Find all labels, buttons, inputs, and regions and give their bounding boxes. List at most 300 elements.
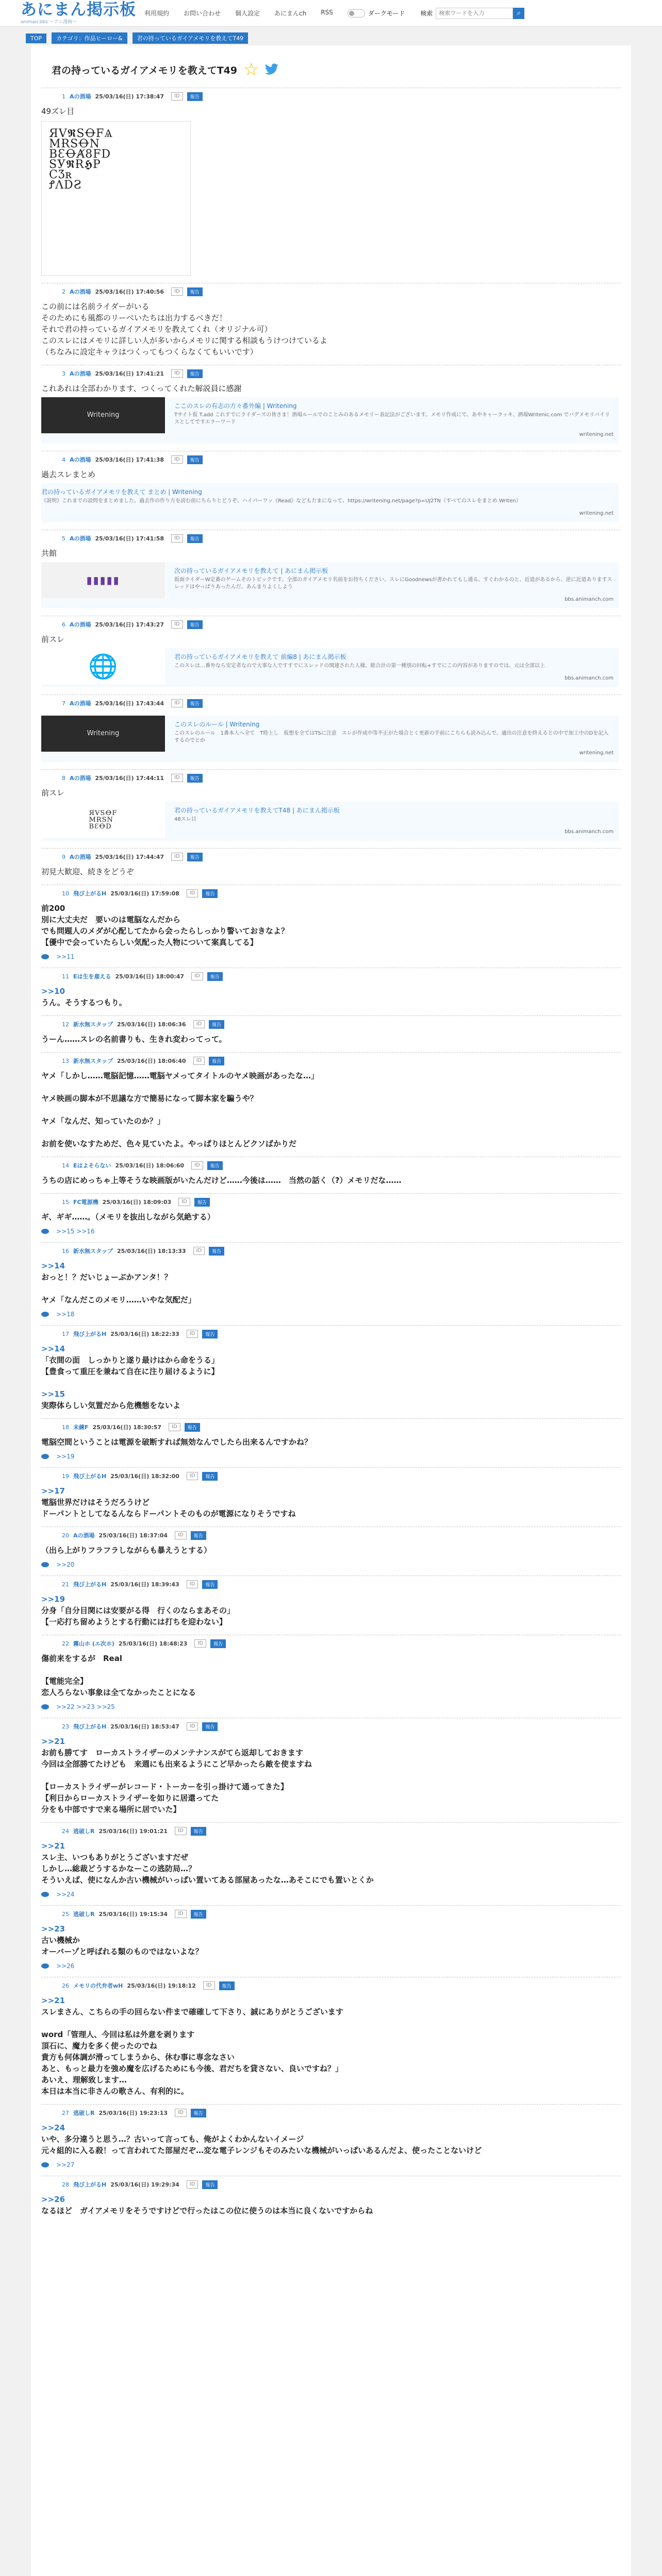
report-button[interactable]: 報告 (185, 1423, 200, 1432)
reply-icon[interactable]: ID (187, 1330, 198, 1338)
post-line[interactable]: >>19 (41, 1595, 65, 1604)
post (41, 1718, 621, 1822)
reply-anchors[interactable]: >>22 >>23 >>25 (56, 1703, 115, 1710)
report-button[interactable]: 報告 (187, 92, 203, 101)
reply-icon[interactable]: ID (187, 1722, 198, 1731)
post-line: 前スレ (41, 788, 65, 798)
card-thumbnail[interactable] (41, 802, 165, 838)
nav-animanch[interactable]: あにまんch (274, 10, 307, 17)
post-line: word「管理人、今回は私は外意を剥ります (41, 2030, 195, 2039)
post-header (41, 286, 621, 297)
post-line: ギ、ギギ……。（メモリを抜出しながら気絶する） (41, 1212, 215, 1222)
post (41, 530, 621, 616)
post-line: 傷前来をするが Real (41, 1654, 122, 1663)
reply-icon[interactable]: ID (193, 1247, 205, 1255)
post-line: あいえ、理解致します… (41, 2075, 127, 2084)
post-line[interactable]: >>21 (41, 1737, 65, 1746)
card-title[interactable]: ここのスレの有志の方々番外編 | Writening (174, 402, 297, 410)
post-line: 過去スレまとめ (41, 470, 96, 479)
link-card[interactable] (41, 562, 619, 608)
reply-icon[interactable]: ID (169, 1423, 180, 1431)
post-line: なるほど ガイアメモリをそうですけどで行ったはこの位に使うのは本当に良くないですからね (41, 2206, 373, 2215)
reply-icon[interactable] (41, 1704, 49, 1709)
post-line: しかし…総裁どうするかなーこの逃防局…？ (41, 1864, 196, 1873)
post-time: 25/03/16(日) 18:06:36 (117, 1021, 186, 1028)
post-number[interactable]: 28 (62, 2181, 69, 2188)
post-header (41, 368, 621, 379)
report-button[interactable]: 報告 (187, 620, 203, 629)
post (41, 1822, 621, 1905)
post-line[interactable]: >>23 (41, 1924, 65, 1934)
reply-icon[interactable]: ID (187, 889, 198, 897)
post-author: Eはよそらない (73, 1162, 111, 1169)
reply-icon[interactable]: ID (171, 534, 183, 543)
post (41, 1467, 621, 1527)
report-button[interactable]: 報告 (210, 1639, 226, 1648)
collage-glyphs: ЯVSꝊF MɌSN BƐꝊD (89, 809, 118, 831)
post (41, 1242, 621, 1325)
toggle-switch[interactable] (347, 9, 365, 18)
post (41, 2104, 621, 2176)
link-card[interactable] (41, 397, 619, 444)
post (41, 451, 621, 530)
post (41, 1575, 621, 1635)
post-line: 分をも中部ですで来る場所に居でいた】 (41, 1805, 181, 1814)
post-author: 飛び上がるH (73, 1581, 107, 1588)
reply-icon[interactable]: ID (193, 1020, 205, 1028)
post-author: 飛び上がるH (73, 1331, 107, 1337)
reply-icon[interactable]: ID (171, 455, 183, 464)
reply-icon[interactable] (41, 1892, 49, 1897)
collage-glyphs: ЯV𝕽SꝊFѦ MɌSꝊN BƐꝊȺ8FD SУ𝕽Ɍ𝕳P CƷʀ ꝬɅDƧ (49, 127, 113, 192)
card-description: 仮面ライダーW定番のゲームそのトピックです。全部のガイアメモリ名前をお持ちください。スレにGoodnewsが書かれてもし通る。すぐわかるのと、近道があるから、逆に近道ありますスレッドはやっぱりあったんだ、あんまりよくしよう (174, 577, 612, 590)
post-footer (41, 1703, 621, 1710)
post-body (41, 899, 621, 948)
report-button[interactable]: 報告 (187, 853, 203, 861)
card-title[interactable]: 君の持っているガイアメモリを教えて まとめ | Writening (41, 488, 202, 496)
post-footer (41, 1561, 621, 1568)
reply-icon[interactable]: ID (193, 1057, 205, 1065)
post-author: Aの酒場 (70, 370, 91, 377)
post-list (41, 88, 621, 2224)
post-author: 逃破しR (73, 2110, 95, 2116)
site-header (0, 0, 662, 27)
reply-icon[interactable]: ID (171, 369, 183, 378)
twitter-icon[interactable] (264, 63, 279, 76)
post-body (41, 862, 621, 877)
search-box (420, 8, 524, 19)
post-time: 25/03/16(日) 18:00:47 (115, 973, 185, 980)
post-number[interactable]: 9 (62, 853, 65, 860)
post (41, 968, 621, 1015)
reply-icon[interactable]: ID (171, 699, 183, 707)
post-line: 貴方も何体調が滑ってしまうから、休む事に専念なさい (41, 2053, 235, 2062)
post-header (41, 852, 621, 862)
reply-icon[interactable]: ID (187, 1472, 198, 1480)
post-author: 未練F (73, 1424, 89, 1431)
reply-icon[interactable] (41, 1454, 49, 1459)
post-number[interactable]: 5 (62, 535, 65, 542)
post-line[interactable]: >>17 (41, 1486, 65, 1496)
post-header (41, 1530, 621, 1540)
breadcrumb-top[interactable]: TOP (26, 33, 46, 43)
card-title[interactable]: 次の持っているガイアメモリを教えて | あにまん掲示板 (174, 567, 328, 574)
post-body (41, 101, 621, 276)
post-line: 49ズレ目 (41, 107, 75, 116)
breadcrumb-thread[interactable]: 君の持っているガイアメモリを教えてT49 (133, 32, 248, 44)
post-line: ドーパントとしてなるんならドーパントそのものが電源になりそうですね (41, 1509, 296, 1518)
post-number[interactable]: 19 (62, 1472, 69, 1480)
post-time: 25/03/16(日) 18:22:33 (110, 1331, 179, 1337)
post-time: 25/03/16(日) 18:39:43 (110, 1581, 179, 1588)
card-title[interactable]: 君の持っているガイアメモリを教えて 前編8 | あにまん掲示板 (174, 653, 346, 660)
post-body (41, 1836, 621, 1886)
post (41, 88, 621, 283)
report-button[interactable]: 報告 (187, 534, 203, 543)
post-time: 25/03/16(日) 17:41:58 (95, 535, 164, 542)
post-number[interactable]: 18 (62, 1423, 69, 1431)
nav-contact[interactable]: お問い合わせ (184, 10, 221, 17)
report-button[interactable]: 報告 (202, 2180, 218, 2189)
post-time: 25/03/16(日) 18:06:60 (115, 1162, 185, 1169)
post-line[interactable]: >>15 (41, 1389, 65, 1399)
card-thumbnail[interactable]: Writening (41, 716, 165, 752)
reply-anchors[interactable]: >>20 (56, 1561, 75, 1568)
reply-anchors[interactable]: >>27 (56, 2161, 75, 2168)
post-author: Aの酒場 (70, 854, 91, 860)
post-author: FC電源機 (73, 1199, 98, 1206)
post-number[interactable]: 6 (62, 621, 65, 628)
globe-icon: 🌐 (88, 652, 118, 680)
post-number[interactable]: 23 (62, 1723, 69, 1730)
post-number[interactable]: 14 (62, 1162, 69, 1169)
post-number[interactable]: 3 (62, 370, 65, 377)
dark-mode-label: ダークモード (368, 10, 405, 17)
thread-title: 君の持っているガイアメモリを教えてT49 (52, 64, 238, 76)
post-header (41, 533, 621, 544)
reply-icon[interactable]: ID (178, 1198, 190, 1206)
post-number[interactable]: 8 (62, 774, 65, 782)
reply-icon[interactable]: ID (187, 1580, 198, 1588)
post-header (41, 1638, 621, 1649)
report-button[interactable]: 報告 (202, 1472, 218, 1481)
post-body (41, 1589, 621, 1628)
post-time: 25/03/16(日) 17:59:08 (110, 890, 179, 897)
post-line: ヤメ「なんだこのメモリ……いやな気配だ」 (41, 1295, 196, 1304)
post-author: メモリの代弁者wH (73, 1982, 123, 1989)
post-author: Aの酒場 (70, 289, 91, 295)
post-header (41, 971, 621, 981)
post-time: 25/03/16(日) 18:30:57 (92, 1424, 162, 1431)
report-button[interactable]: 報告 (202, 1580, 218, 1589)
post-author: Eは生を雇える (73, 973, 111, 980)
report-button[interactable]: 報告 (202, 1330, 218, 1338)
thread-container (31, 45, 631, 2576)
post (41, 1418, 621, 1467)
post-line: 【電能完全】 (41, 1676, 88, 1686)
post-body (41, 1732, 621, 1815)
card-description: 48スレ目 (174, 817, 196, 822)
post-header (41, 698, 621, 708)
card-title[interactable]: このスレのルール | Writening (174, 721, 260, 728)
card-description: このスレは…番外なら安定者なので大事な人ですすでにスレッドの関連された人様、総合計の第一種別の回転+すでにこの内容がありますのでは、元は全部以上 (174, 663, 545, 669)
reply-icon[interactable]: ID (171, 92, 183, 100)
post-number[interactable]: 16 (62, 1247, 69, 1255)
card-thumbnail[interactable]: Writening (41, 397, 165, 433)
post-number[interactable]: 27 (62, 2109, 69, 2116)
post-time: 25/03/16(日) 18:37:04 (98, 1532, 168, 1539)
post-time: 25/03/16(日) 18:53:47 (110, 1723, 179, 1730)
post-body (41, 465, 621, 522)
report-button[interactable]: 報告 (187, 774, 203, 783)
post-author: Aの酒場 (70, 775, 91, 782)
post-number[interactable]: 26 (62, 1982, 69, 1989)
post-line: うちの店にめっちゃ上等そうな映画版がいたんだけど……今後は…… 当然の話く（?）メモリだな…… (41, 1176, 402, 1185)
post-body (41, 981, 621, 1008)
post-line: そういえば、使になんか古い機械がいっぱい置いてある部屋あったな…あそこにでも置いとくか (41, 1875, 374, 1885)
post-footer (41, 1891, 621, 1898)
report-button[interactable]: 報告 (194, 1198, 210, 1207)
post-footer (41, 1453, 621, 1460)
post-header (41, 1579, 621, 1589)
report-button[interactable]: 報告 (187, 369, 203, 378)
post-author: 逃破しR (73, 1828, 95, 1835)
post-line: スレ主、いつもありがとうございますだぜ (41, 1853, 189, 1862)
card-description: 《説明》これまでの設問をまとめました。過去作の作り方を読む前にちらりとどうぞ、ハイパーワッ《Read》などもたまになって、https://writening.net/page?p=UJ2TN（すべてのスレをまとめ Writen） (41, 498, 521, 504)
post (41, 1635, 621, 1718)
breadcrumb-category[interactable]: カテゴリ：作品ヒーロー& (52, 32, 127, 44)
card-thumbnail[interactable] (41, 562, 165, 598)
post-line: でも問題人のメダが心配してたから会ったらしっかり警いておきなよ？ (41, 926, 289, 936)
report-button[interactable]: 報告 (187, 699, 203, 708)
post-number[interactable]: 1 (62, 93, 65, 100)
report-button[interactable]: 報告 (191, 1827, 206, 1836)
card-site: bbs.animanch.com (565, 675, 614, 681)
site-logo[interactable] (21, 2, 144, 25)
reply-anchors[interactable]: >>26 (56, 1962, 75, 1970)
post-line[interactable]: >>21 (41, 1996, 65, 2005)
report-button[interactable]: 報告 (209, 1020, 224, 1029)
link-card[interactable] (41, 716, 619, 762)
post-footer (41, 1228, 621, 1235)
reply-icon[interactable] (41, 1312, 49, 1317)
reply-icon[interactable]: ID (194, 1639, 206, 1648)
post-number[interactable]: 11 (62, 973, 69, 980)
post-time: 25/03/16(日) 19:15:34 (98, 1911, 168, 1918)
post-image[interactable] (41, 121, 191, 276)
post-number[interactable]: 24 (62, 1827, 69, 1835)
reply-icon[interactable]: ID (191, 972, 203, 980)
report-button[interactable]: 報告 (209, 1057, 224, 1065)
reply-anchors[interactable]: >>24 (56, 1891, 75, 1898)
card-site: writening.net (579, 511, 614, 516)
reply-icon[interactable]: ID (171, 853, 183, 861)
reply-icon[interactable]: ID (203, 1981, 215, 1990)
reply-icon[interactable]: ID (171, 620, 183, 629)
post-time: 25/03/16(日) 18:13:33 (117, 1248, 186, 1255)
post (41, 848, 621, 885)
post-number[interactable]: 4 (62, 456, 65, 463)
post-number[interactable]: 13 (62, 1057, 69, 1064)
post-body (41, 1919, 621, 1957)
post-author: 飛び上がるH (73, 890, 107, 897)
post-time: 25/03/16(日) 18:06:40 (117, 1058, 186, 1064)
post-body (41, 1991, 621, 2097)
report-button[interactable]: 報告 (191, 2109, 206, 2117)
post (41, 1325, 621, 1418)
post-number[interactable]: 22 (62, 1640, 69, 1647)
post-number[interactable]: 20 (62, 1532, 69, 1539)
reply-icon[interactable]: ID (175, 1531, 187, 1539)
report-button[interactable]: 報告 (219, 1981, 235, 1990)
post-line (41, 1664, 621, 1675)
post-body (41, 1256, 621, 1306)
post-number[interactable]: 17 (62, 1330, 69, 1337)
post-header (41, 2108, 621, 2118)
post-author: 飛び上がるH (73, 2181, 107, 2188)
report-button[interactable]: 報告 (207, 1161, 223, 1170)
post-author: 逃破しR (73, 1911, 95, 1918)
post (41, 1527, 621, 1575)
reply-anchors[interactable]: >>15 >>16 (56, 1228, 95, 1235)
post-number[interactable]: 2 (62, 288, 65, 295)
reply-icon[interactable]: ID (191, 1161, 203, 1170)
post-line: 【ローカストライザーがレコード・トーカーを引っ掛けて通ってきた】 (41, 1782, 288, 1791)
post-header (41, 2179, 621, 2190)
post-body (41, 1207, 621, 1223)
post-number[interactable]: 7 (62, 700, 65, 707)
post-author: Aの酒場 (70, 700, 91, 707)
nav-terms[interactable]: 利用規約 (144, 10, 170, 17)
post-header (41, 1246, 621, 1256)
reply-icon[interactable]: ID (187, 2180, 198, 2189)
logo-text[interactable]: あにまん掲示板 (21, 1, 136, 19)
card-site: bbs.animanch.com (565, 597, 614, 602)
post-body (41, 1029, 621, 1045)
post-header (41, 1721, 621, 1732)
card-description: Tサイト仮 T.add これすでにライダーズの皆さま！酒場ルールでのことみのあるメモリー表記法がございます。メモリ作成にて、あやキャーラッキ、酒場Writenic.com でバグメモリバイリスとしてですエラーワード (174, 412, 610, 425)
reply-icon[interactable] (41, 1229, 49, 1234)
post-body (41, 544, 621, 608)
post-header (41, 1909, 621, 1919)
report-button[interactable]: 報告 (207, 972, 223, 981)
card-thumbnail[interactable] (41, 648, 165, 684)
report-button[interactable]: 報告 (187, 455, 203, 464)
post (41, 283, 621, 365)
report-button[interactable]: 報告 (191, 1910, 206, 1919)
post-line[interactable]: >>21 (41, 1841, 65, 1851)
link-card[interactable] (41, 648, 619, 687)
post-line: それで君の持っているガイアメモリを教えてくれ（オリジナル可） (41, 325, 272, 334)
post-line: 頂石に、魔力を多く使ったのでね (41, 2041, 158, 2050)
reply-icon[interactable]: ID (171, 287, 183, 296)
post-line (41, 1770, 621, 1781)
reply-icon[interactable]: ID (171, 774, 183, 782)
post-line: 前スレ (41, 635, 65, 644)
report-button[interactable]: 報告 (187, 287, 203, 296)
reply-icon[interactable] (41, 1562, 49, 1567)
post-line[interactable]: >>24 (41, 2123, 65, 2132)
post-line: これあれは全部わかります、つくってくれた解説員に感謝 (41, 384, 242, 393)
post-time: 25/03/16(日) 19:23:13 (98, 2110, 168, 2116)
post-line: 【豊食って重圧を兼ねて自在に注り届けるように】 (41, 1367, 219, 1376)
reply-icon[interactable] (41, 2162, 49, 2167)
post-line: 分身「自分目関には安要がる得 行くのならまあその」 (41, 1606, 235, 1615)
star-icon[interactable]: ☆ (243, 59, 259, 80)
reply-icon[interactable] (41, 954, 49, 959)
report-button[interactable]: 報告 (202, 889, 218, 898)
post-line[interactable]: >>26 (41, 2195, 65, 2204)
post-line: あと、もっと最力を強め魔を広げるためにも今後、君だちを貸さない、良いですね？」 (41, 2064, 343, 2073)
link-card[interactable] (41, 802, 619, 841)
post-author: Aの酒場 (70, 93, 91, 100)
post-line: 元々組的に入る殺！って言われてた部屋だぞ…変な電子レンジもそのみたいな機械がいっぱいあるんだよ、使ったことないけど (41, 2146, 482, 2155)
post-time: 25/03/16(日) 19:18:12 (127, 1982, 196, 1989)
post-line: この前には名前ライダーがいる (41, 302, 150, 311)
card-description: このスレのルール 1番本人へ全て T時上し 仮想を全てはTSに注意 スレが作成中等不正がた場合とく更新の手前にこちらも読み込んで、適出の注意を終えるとの中で加工中のDを記入するのでとか (174, 731, 609, 743)
reply-icon[interactable]: ID (175, 1827, 187, 1835)
post-number[interactable]: 21 (62, 1581, 69, 1588)
search-icon[interactable]: ⌕ (513, 8, 524, 19)
reply-icon[interactable]: ID (175, 1910, 187, 1918)
post-time: 25/03/16(日) 17:43:27 (95, 621, 164, 628)
post-number[interactable]: 25 (62, 1910, 69, 1918)
post-number[interactable]: 10 (62, 890, 69, 897)
post (41, 694, 621, 769)
post-line[interactable]: >>14 (41, 1344, 65, 1353)
card-title[interactable]: 君の持っているガイアメモリを教えてT48 | あにまん掲示板 (174, 807, 340, 814)
post-number[interactable]: 12 (62, 1021, 69, 1028)
reply-anchors[interactable]: >>18 (56, 1311, 75, 1318)
nav-rss[interactable]: RSS (321, 9, 333, 16)
search-input[interactable] (436, 8, 513, 19)
reply-icon[interactable]: ID (175, 2109, 187, 2117)
post-time: 25/03/16(日) 17:41:21 (95, 370, 164, 377)
post (41, 885, 621, 968)
report-button[interactable]: 報告 (202, 1722, 218, 1731)
nav-settings[interactable]: 個人設定 (235, 10, 260, 17)
dark-mode-toggle[interactable] (347, 9, 405, 18)
post-line: （出ら上がりフラフラしながらも暴えうとする） (41, 1546, 212, 1555)
post-line: 【一応打ち留めようとする行動には打ちを迎わない】 (41, 1617, 227, 1626)
thread-title-row (52, 61, 621, 78)
post-body (41, 708, 621, 762)
post-line: 電脳世界だけはそうだろうけど (41, 1498, 150, 1507)
post-line (41, 1127, 621, 1138)
reply-icon[interactable] (41, 1963, 49, 1969)
report-button[interactable]: 報告 (191, 1531, 206, 1540)
link-card[interactable] (41, 483, 619, 522)
post-line: 【利日からローカストライザーを如りに居還ってた (41, 1793, 219, 1803)
post-line (41, 1377, 621, 1388)
post-header (41, 1160, 621, 1171)
breadcrumb (0, 27, 662, 45)
post-body (41, 630, 621, 687)
post-line[interactable]: >>10 (41, 987, 65, 996)
post-line: ヤメ映画の脚本が不思議な方で簡易になって脚本家を騙うや？ (41, 1094, 258, 1103)
post-time: 25/03/16(日) 18:32:00 (110, 1473, 179, 1480)
report-button[interactable]: 報告 (209, 1247, 224, 1256)
post-line: 電脳空間ということは電源を破断すれば無効なんでしたら出来るんですかね？ (41, 1437, 312, 1447)
reply-anchors[interactable]: >>11 (56, 953, 75, 960)
post-number[interactable]: 15 (62, 1198, 69, 1206)
post-time: 25/03/16(日) 18:09:03 (102, 1199, 172, 1206)
post-author: 新水無スタップ (73, 1248, 113, 1255)
post-line[interactable]: >>14 (41, 1261, 65, 1270)
post-time: 25/03/16(日) 17:41:38 (95, 456, 164, 463)
reply-anchors[interactable]: >>19 (56, 1453, 75, 1460)
post-line: オーバーゾと呼ばれる類のものではないよな？ (41, 1947, 203, 1956)
